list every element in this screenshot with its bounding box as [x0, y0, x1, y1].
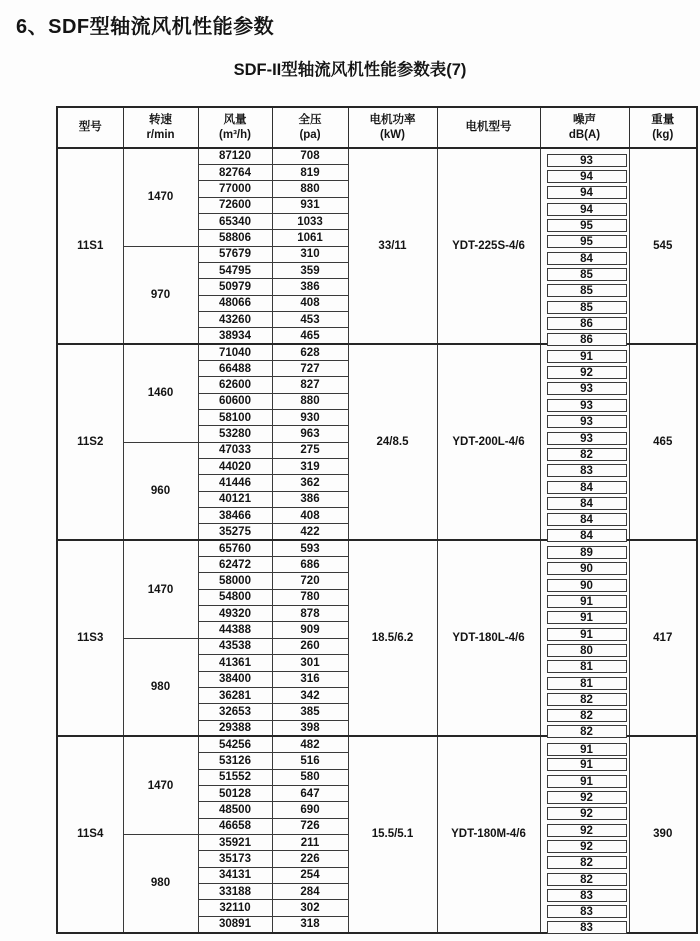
pressure-cell: 686	[272, 557, 348, 573]
pressure-cell: 386	[272, 279, 348, 295]
table-body	[57, 148, 697, 933]
pressure-cell: 465	[272, 328, 348, 344]
pressure-cell: 362	[272, 475, 348, 491]
noise-value: 80	[547, 644, 627, 657]
noise-value: 90	[547, 562, 627, 575]
noise-cell	[540, 295, 629, 314]
noise-cell	[540, 393, 629, 412]
noise-cell	[540, 900, 629, 919]
airflow-cell: 33188	[198, 883, 272, 899]
airflow-cell: 38934	[198, 328, 272, 344]
noise-value: 84	[547, 481, 627, 494]
noise-cell	[540, 344, 629, 364]
noise-value: 86	[547, 317, 627, 330]
noise-cell	[540, 311, 629, 331]
airflow-cell: 32110	[198, 900, 272, 916]
noise-value: 84	[547, 513, 627, 526]
pressure-cell: 780	[272, 589, 348, 605]
pressure-cell: 827	[272, 377, 348, 393]
noise-value: 91	[547, 611, 627, 624]
noise-cell	[540, 622, 629, 641]
noise-value: 91	[547, 350, 627, 363]
col-header-airflow: 风量 (m³/h)	[198, 107, 272, 148]
airflow-cell: 50979	[198, 279, 272, 295]
noise-value: 83	[547, 921, 627, 934]
airflow-cell: 54795	[198, 262, 272, 278]
table-title: SDF-II型轴流风机性能参数表(7)	[233, 61, 467, 79]
airflow-cell: 58100	[198, 410, 272, 426]
model-cell: 11S2	[57, 344, 123, 540]
pressure-cell: 422	[272, 524, 348, 540]
noise-cell	[540, 508, 629, 527]
col-header-noise-label: 噪声	[573, 113, 596, 126]
noise-cell	[540, 606, 629, 625]
noise-value: 95	[547, 235, 627, 248]
airflow-cell: 65340	[198, 213, 272, 229]
airflow-cell: 62472	[198, 557, 272, 573]
noise-value: 82	[547, 873, 627, 886]
weight-cell: 545	[629, 148, 697, 344]
pressure-cell: 516	[272, 753, 348, 769]
noise-cell	[540, 589, 629, 608]
pressure-cell: 878	[272, 606, 348, 622]
noise-value: 93	[547, 432, 627, 445]
pressure-cell: 211	[272, 834, 348, 850]
col-header-pressure-label: 全压	[298, 113, 322, 126]
pressure-cell: 931	[272, 197, 348, 213]
pressure-cell: 260	[272, 638, 348, 654]
col-header-weight: 重量 (kg)	[629, 107, 697, 148]
noise-cell	[540, 851, 629, 870]
pressure-cell: 316	[272, 671, 348, 687]
airflow-cell: 35921	[198, 834, 272, 850]
noise-cell	[540, 671, 629, 690]
pressure-cell: 593	[272, 540, 348, 556]
speed-cell: 980	[123, 834, 198, 932]
noise-cell	[540, 475, 629, 494]
pressure-cell: 254	[272, 867, 348, 883]
col-header-model	[57, 107, 123, 148]
col-header-motor-model-label: 电机型号	[465, 121, 512, 134]
airflow-cell: 54256	[198, 736, 272, 752]
noise-value: 85	[547, 268, 627, 281]
model-cell: 11S1	[57, 148, 123, 344]
noise-value: 95	[547, 219, 627, 232]
pressure-cell: 580	[272, 769, 348, 785]
noise-cell	[540, 704, 629, 723]
noise-cell	[540, 181, 629, 200]
noise-value: 92	[547, 840, 627, 853]
pressure-cell: 408	[272, 295, 348, 311]
airflow-cell: 54800	[198, 589, 272, 605]
col-header-speed-label: 转速	[149, 113, 172, 126]
airflow-cell: 62600	[198, 377, 272, 393]
noise-value: 94	[547, 186, 627, 199]
speed-cell: 1460	[123, 344, 198, 442]
noise-value: 92	[547, 791, 627, 804]
model-cell: 11S3	[57, 540, 123, 736]
airflow-cell: 87120	[198, 148, 272, 164]
noise-value: 93	[547, 382, 627, 395]
airflow-cell: 41446	[198, 475, 272, 491]
airflow-cell: 50128	[198, 785, 272, 801]
airflow-cell: 49320	[198, 606, 272, 622]
weight-cell: 390	[629, 736, 697, 932]
speed-cell: 960	[123, 442, 198, 540]
power-cell: 15.5/5.1	[348, 736, 437, 932]
airflow-cell: 38400	[198, 671, 272, 687]
pressure-cell: 284	[272, 883, 348, 899]
noise-value: 91	[547, 758, 627, 771]
airflow-cell: 40121	[198, 491, 272, 507]
noise-cell	[540, 736, 629, 756]
airflow-cell: 82764	[198, 164, 272, 180]
table-row	[57, 540, 697, 556]
airflow-cell: 35275	[198, 524, 272, 540]
airflow-cell: 66488	[198, 360, 272, 376]
noise-cell	[540, 867, 629, 886]
pressure-cell: 1033	[272, 213, 348, 229]
noise-value: 82	[547, 856, 627, 869]
col-header-speed: 转速 r/min	[123, 107, 198, 148]
col-header-pressure: 全压 (pa)	[272, 107, 348, 148]
noise-cell	[540, 655, 629, 674]
airflow-cell: 35173	[198, 851, 272, 867]
pressure-cell: 318	[272, 916, 348, 932]
page-title: 6、SDF型轴流风机性能参数	[16, 16, 275, 38]
airflow-cell: 44388	[198, 622, 272, 638]
noise-cell	[540, 540, 629, 560]
noise-cell	[540, 197, 629, 216]
noise-cell	[540, 213, 629, 233]
noise-value: 90	[547, 579, 627, 592]
noise-cell	[540, 426, 629, 445]
noise-cell	[540, 377, 629, 396]
col-header-power-label: 电机功率	[369, 113, 416, 126]
airflow-cell: 43260	[198, 311, 272, 327]
noise-value: 83	[547, 905, 627, 918]
airflow-cell: 51552	[198, 769, 272, 785]
airflow-cell: 38466	[198, 508, 272, 524]
airflow-cell: 29388	[198, 720, 272, 736]
airflow-cell: 48500	[198, 802, 272, 818]
col-header-noise: 噪声 dB(A)	[540, 107, 629, 148]
motor-cell: YDT-225S-4/6	[437, 148, 540, 344]
col-header-model-label: 型号	[78, 121, 102, 134]
airflow-cell: 71040	[198, 344, 272, 360]
pressure-cell: 482	[272, 736, 348, 752]
airflow-cell: 44020	[198, 459, 272, 475]
noise-value: 93	[547, 415, 627, 428]
noise-value: 83	[547, 464, 627, 477]
col-header-airflow-label: 风量	[223, 113, 247, 126]
noise-cell	[540, 802, 629, 821]
noise-cell	[540, 262, 629, 282]
noise-value: 84	[547, 252, 627, 265]
pressure-cell: 708	[272, 148, 348, 164]
noise-value: 85	[547, 284, 627, 297]
power-cell: 18.5/6.2	[348, 540, 437, 736]
pressure-cell: 909	[272, 622, 348, 638]
pressure-cell: 963	[272, 426, 348, 442]
pressure-cell: 302	[272, 900, 348, 916]
noise-value: 91	[547, 775, 627, 788]
noise-value: 89	[547, 546, 627, 559]
performance-table	[56, 106, 698, 934]
noise-cell	[540, 638, 629, 657]
pressure-cell: 727	[272, 360, 348, 376]
noise-cell	[540, 279, 629, 298]
airflow-cell: 36281	[198, 687, 272, 703]
pressure-cell: 301	[272, 655, 348, 671]
noise-value: 82	[547, 725, 627, 738]
airflow-cell: 47033	[198, 442, 272, 458]
pressure-cell: 726	[272, 818, 348, 834]
power-cell: 24/8.5	[348, 344, 437, 540]
pressure-cell: 1061	[272, 230, 348, 246]
pressure-cell: 342	[272, 687, 348, 703]
noise-cell	[540, 328, 629, 344]
airflow-cell: 58806	[198, 230, 272, 246]
noise-cell	[540, 818, 629, 837]
noise-value: 82	[547, 693, 627, 706]
noise-cell	[540, 834, 629, 854]
airflow-cell: 72600	[198, 197, 272, 213]
weight-cell: 465	[629, 344, 697, 540]
airflow-cell: 58000	[198, 573, 272, 589]
col-header-weight-label: 重量	[651, 113, 675, 126]
airflow-cell: 34131	[198, 867, 272, 883]
airflow-cell: 77000	[198, 181, 272, 197]
noise-value: 92	[547, 366, 627, 379]
noise-cell	[540, 491, 629, 510]
noise-value: 86	[547, 333, 627, 346]
noise-cell	[540, 769, 629, 788]
noise-value: 94	[547, 203, 627, 216]
noise-cell	[540, 410, 629, 429]
noise-cell	[540, 687, 629, 707]
airflow-cell: 30891	[198, 916, 272, 932]
airflow-cell: 41361	[198, 655, 272, 671]
noise-value: 92	[547, 807, 627, 820]
noise-value: 82	[547, 448, 627, 461]
pressure-cell: 880	[272, 393, 348, 409]
noise-cell	[540, 720, 629, 739]
noise-cell	[540, 230, 629, 249]
noise-cell	[540, 524, 629, 543]
noise-cell	[540, 785, 629, 805]
speed-cell: 1470	[123, 736, 198, 834]
col-header-motor-model	[437, 107, 540, 148]
noise-cell	[540, 246, 629, 265]
noise-value: 93	[547, 154, 627, 167]
pressure-cell: 275	[272, 442, 348, 458]
noise-value: 84	[547, 497, 627, 510]
noise-cell	[540, 459, 629, 478]
noise-cell	[540, 883, 629, 903]
pressure-cell: 408	[272, 508, 348, 524]
noise-value: 93	[547, 399, 627, 412]
noise-cell	[540, 573, 629, 592]
airflow-cell: 32653	[198, 704, 272, 720]
col-header-power: 电机功率 (kW)	[348, 107, 437, 148]
airflow-cell: 46658	[198, 818, 272, 834]
pressure-cell: 930	[272, 410, 348, 426]
power-cell: 33/11	[348, 148, 437, 344]
pressure-cell: 226	[272, 851, 348, 867]
noise-cell	[540, 148, 629, 168]
speed-cell: 1470	[123, 148, 198, 246]
pressure-cell: 880	[272, 181, 348, 197]
noise-cell	[540, 916, 629, 935]
airflow-cell: 53280	[198, 426, 272, 442]
pressure-cell: 690	[272, 802, 348, 818]
airflow-cell: 43538	[198, 638, 272, 654]
pressure-cell: 386	[272, 491, 348, 507]
noise-value: 81	[547, 677, 627, 690]
noise-value: 91	[547, 628, 627, 641]
noise-value: 83	[547, 889, 627, 902]
speed-cell: 970	[123, 246, 198, 344]
speed-cell: 980	[123, 638, 198, 736]
noise-value: 94	[547, 170, 627, 183]
noise-value: 81	[547, 660, 627, 673]
noise-value: 92	[547, 824, 627, 837]
header-row	[57, 107, 697, 148]
airflow-cell: 48066	[198, 295, 272, 311]
table-row	[57, 148, 697, 164]
motor-cell: YDT-180M-4/6	[437, 736, 540, 932]
weight-cell: 417	[629, 540, 697, 736]
table-row	[57, 736, 697, 752]
noise-value: 82	[547, 709, 627, 722]
pressure-cell: 398	[272, 720, 348, 736]
airflow-cell: 53126	[198, 753, 272, 769]
motor-cell: YDT-180L-4/6	[437, 540, 540, 736]
pressure-cell: 628	[272, 344, 348, 360]
pressure-cell: 310	[272, 246, 348, 262]
noise-value: 84	[547, 529, 627, 542]
pressure-cell: 720	[272, 573, 348, 589]
airflow-cell: 65760	[198, 540, 272, 556]
speed-cell: 1470	[123, 540, 198, 638]
noise-value: 85	[547, 301, 627, 314]
pressure-cell: 385	[272, 704, 348, 720]
motor-cell: YDT-200L-4/6	[437, 344, 540, 540]
noise-value: 91	[547, 595, 627, 608]
pressure-cell: 319	[272, 459, 348, 475]
pressure-cell: 453	[272, 311, 348, 327]
pressure-cell: 647	[272, 785, 348, 801]
noise-cell	[540, 442, 629, 461]
pressure-cell: 359	[272, 262, 348, 278]
noise-value: 91	[547, 743, 627, 756]
table-header	[57, 107, 697, 148]
airflow-cell: 57679	[198, 246, 272, 262]
airflow-cell: 60600	[198, 393, 272, 409]
pressure-cell: 819	[272, 164, 348, 180]
table-row	[57, 344, 697, 360]
model-cell: 11S4	[57, 736, 123, 932]
